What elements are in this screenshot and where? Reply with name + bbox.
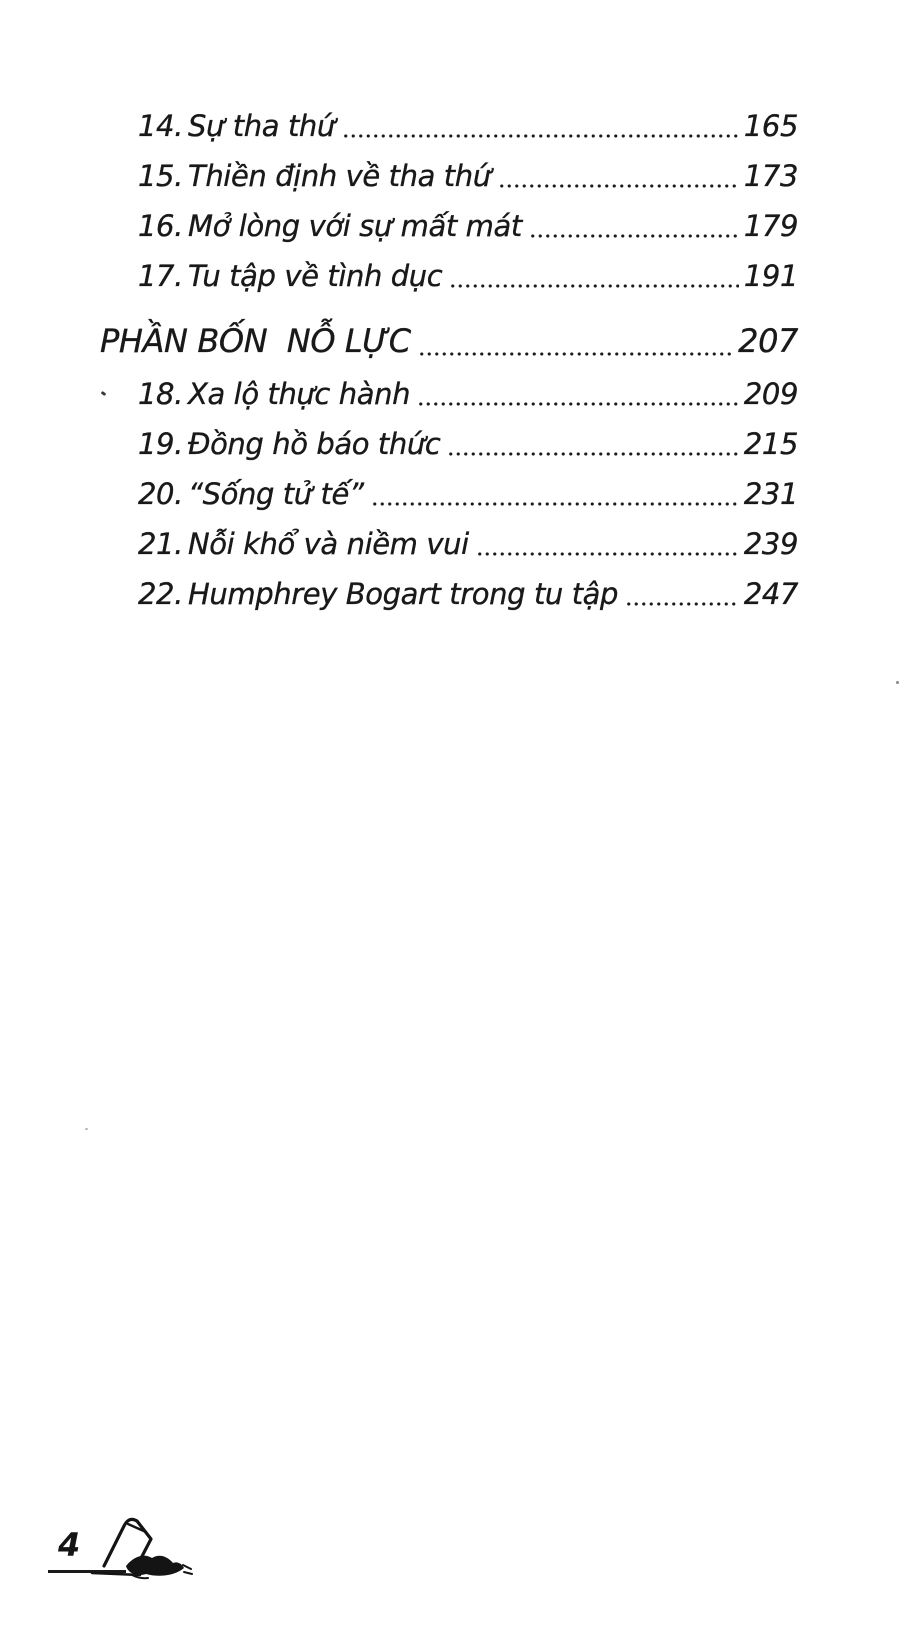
entry-page-number: 239 [743, 527, 798, 561]
entry-title: Sự tha thứ [188, 109, 335, 143]
entry-number: 16. [138, 209, 183, 243]
dot-leader [529, 234, 739, 238]
page-footer [0, 1510, 916, 1590]
entry-number: 21. [138, 527, 183, 561]
entry-title: “Sống tử tế” [188, 477, 364, 511]
dot-leader [476, 552, 739, 556]
dot-leader [498, 184, 739, 188]
entry-title: Xa lộ thực hành [188, 377, 411, 411]
toc-entry [0, 105, 798, 147]
bowing-figure-ink-sketch-icon [88, 1512, 196, 1582]
entry-number: 14. [138, 109, 183, 143]
entry-page-number: 231 [743, 477, 798, 511]
entry-number: 19. [138, 427, 183, 461]
entry-number: 18. [138, 377, 183, 411]
entry-number: 20. [138, 477, 183, 511]
entry-page-number: 191 [743, 259, 798, 293]
toc-entry [0, 573, 798, 615]
table-of-contents [0, 0, 916, 615]
toc-entry [0, 523, 798, 565]
ink-speck [85, 1128, 88, 1130]
toc-entry [0, 423, 798, 465]
entry-title: Humphrey Bogart trong tu tập [188, 577, 619, 611]
dot-leader [418, 352, 733, 356]
dot-leader [449, 284, 739, 288]
entry-page-number: 207 [738, 322, 798, 360]
dot-leader [417, 402, 739, 406]
footer-page-number: 4 [58, 1526, 81, 1564]
toc-entry [0, 373, 798, 415]
entry-page-number: 165 [743, 109, 798, 143]
toc-entry [0, 205, 798, 247]
toc-entry [0, 255, 798, 297]
entry-title: Nỗi khổ và niềm vui [188, 527, 469, 561]
section-title: PHẦN BỐN NỖ LỰC [100, 322, 411, 360]
toc-entry [0, 155, 798, 197]
entry-number: 15. [138, 159, 183, 193]
entry-page-number: 209 [743, 377, 798, 411]
entry-number: 22. [138, 577, 183, 611]
entry-title: Thiền định về tha thứ [188, 159, 491, 193]
entry-title: Tu tập về tình dục [188, 259, 443, 293]
ink-speck [896, 681, 899, 684]
dot-leader [371, 502, 739, 506]
dot-leader [447, 452, 738, 456]
entry-page-number: 215 [743, 427, 798, 461]
entry-title: Đồng hồ báo thức [188, 427, 441, 461]
entry-number: 17. [138, 259, 183, 293]
entry-title: Mở lòng với sự mất mát [188, 209, 522, 243]
dot-leader [342, 134, 739, 138]
entry-page-number: 247 [743, 577, 798, 611]
entry-page-number: 173 [743, 159, 798, 193]
toc-entry [0, 473, 798, 515]
dot-leader [625, 602, 739, 606]
entry-page-number: 179 [743, 209, 798, 243]
toc-section-entry [0, 317, 798, 365]
